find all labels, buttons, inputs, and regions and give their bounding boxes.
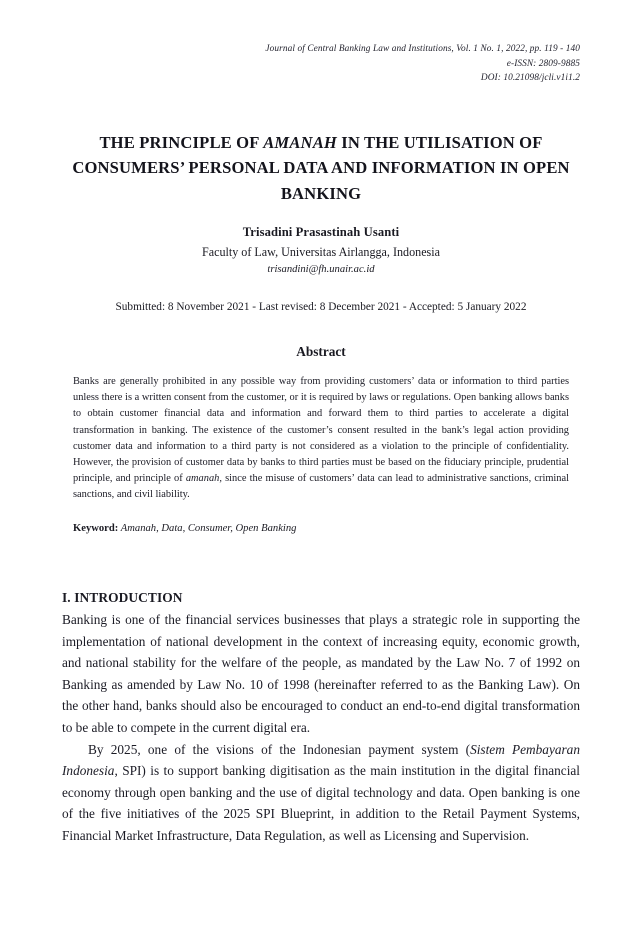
title-part-2: IN THE UTILISATION OF CONSUMERS’ PERSONAL DATA AND INFORMATION IN OPEN BANKING: [72, 132, 570, 203]
abstract-part-2: since the misuse of customers’ data can lead to administrative sanctions, criminal sanctions, and civil liability.: [73, 472, 569, 500]
eissn-line: e-ISSN: 2809-9885: [506, 58, 580, 69]
title-part-1: THE PRINCIPLE OF: [99, 132, 264, 152]
doi-line: DOI: 10.21098/jcli.v1i1.2: [480, 73, 580, 84]
running-head: [62, 42, 580, 86]
journal-citation-line: Journal of Central Banking Law and Institutions, Vol. 1 No. 1, 2022, pp. 119 - 140: [265, 44, 580, 54]
introduction-paragraph-1: Banking is one of the financial services businesses that plays a strategic role in supporting the implementation of national development in the context of increasing equity, economic growth, and national stability for the welfare of the people, as mandated by the Law No. 7 of 1992 on Banking as amended by Law No. 10 of 1998 (hereinafter referred to as the Banking Law). On the other hand, banks should also be encouraged to conduct an end-to-end digital transformation to be able to compete in the current digital era.: [62, 612, 580, 735]
section-heading-introduction: I. INTRODUCTION: [62, 590, 183, 606]
paragraph-2-part-2: , SPI) is to support banking digitisation as the main institution in the digital financial economy through open banking and the use of digital technology and data. Open banking is one of the five initiatives of the 2025 SPI Blueprint, in addition to the Retail Payment Systems, Financial Market Infrastructure, Data Regulation, as well as Licensing and Supervision.: [62, 763, 580, 843]
title-italic-amanah: AMANAH: [263, 132, 337, 152]
abstract-italic-amanah: amanah,: [185, 472, 222, 484]
abstract-heading: Abstract: [296, 344, 346, 360]
paragraph-2-part-1: By 2025, one of the visions of the Indonesian payment system (: [88, 741, 471, 757]
keyword-line: [73, 521, 569, 537]
paragraph-2-italic-spi: Sistem Pembayaran Indonesia: [62, 741, 580, 779]
paper-title: [62, 130, 580, 207]
abstract-text: [73, 374, 569, 503]
keyword-label: Keyword:: [73, 523, 119, 535]
author-name: Trisadini Prasastinah Usanti: [242, 225, 400, 240]
keyword-value: Amanah, Data, Consumer, Open Banking: [118, 523, 297, 535]
submission-dates: Submitted: 8 November 2021 - Last revised: 8 December 2021 - Accepted: 5 January 2022: [115, 301, 527, 314]
author-affiliation: Faculty of Law, Universitas Airlangga, Indonesia: [201, 245, 440, 260]
abstract-part-1: Banks are generally prohibited in any possible way from providing customers’ data or information to third parties unless there is a written consent from the customer, or it is required by laws or regulations. Open banking allows banks to obtain customer financial data and information and forward them to third parties to accelerate a digital transformation in banking. The existence of the customer’s consent resulted in the bank’s legal action providing customer data and information to a third party is not considered as a violation to the principle of confidentiality. However, the provision of customer data by banks to third parties must be based on the fiduciary principle, prudential principle, and principle of: [73, 376, 569, 484]
author-email[interactable]: trisandini@fh.unair.ac.id: [267, 264, 375, 276]
author-block: [62, 223, 580, 278]
introduction-paragraph-2: [62, 739, 580, 847]
